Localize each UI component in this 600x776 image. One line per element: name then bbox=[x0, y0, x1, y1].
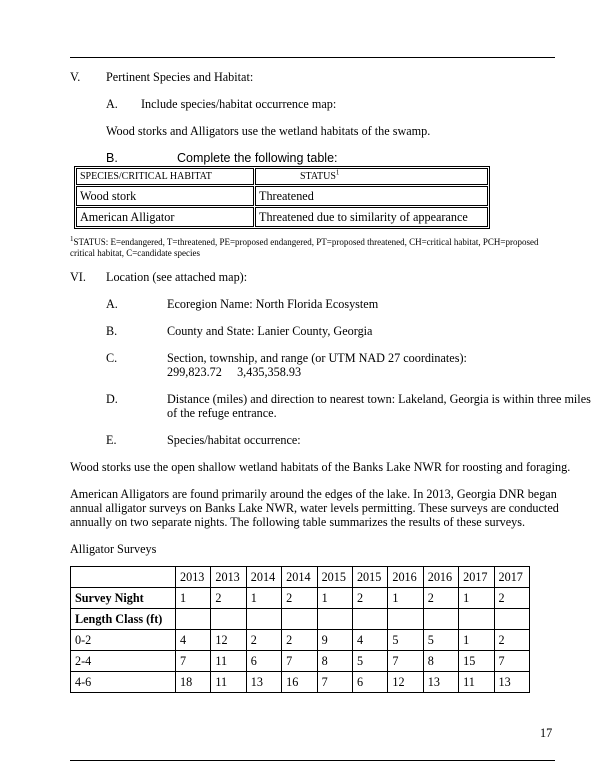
length-class-cell: 4-6 bbox=[71, 672, 176, 693]
year-cell: 2014 bbox=[282, 567, 317, 588]
year-cell: 2014 bbox=[246, 567, 281, 588]
night-cell: 2 bbox=[211, 588, 246, 609]
survey-night-row bbox=[71, 588, 530, 609]
table-row bbox=[71, 672, 530, 693]
location-e-letter: E. bbox=[106, 433, 117, 447]
count-cell: 11 bbox=[459, 672, 494, 693]
location-a-letter: A. bbox=[106, 297, 118, 311]
year-cell: 2016 bbox=[388, 567, 423, 588]
status-cell: Threatened due to similarity of appearance bbox=[255, 207, 488, 227]
footer-rule bbox=[70, 760, 555, 761]
species-cell: Wood stork bbox=[76, 186, 254, 206]
count-cell: 2 bbox=[246, 630, 281, 651]
year-cell: 2015 bbox=[317, 567, 352, 588]
count-cell: 18 bbox=[176, 672, 211, 693]
item-a-letter: A. bbox=[106, 97, 118, 111]
location-d-letter: D. bbox=[106, 392, 118, 406]
year-cell: 2013 bbox=[176, 567, 211, 588]
night-cell: 1 bbox=[388, 588, 423, 609]
night-cell: 1 bbox=[317, 588, 352, 609]
alligator-survey-table bbox=[70, 566, 530, 693]
count-cell: 13 bbox=[246, 672, 281, 693]
location-c-letter: C. bbox=[106, 351, 118, 365]
location-d-text: Distance (miles) and direction to nearest town: Lakeland, Georgia is within three miles bbox=[167, 392, 591, 406]
item-b-text: Complete the following table: bbox=[177, 151, 338, 165]
count-cell: 2 bbox=[282, 630, 317, 651]
count-cell: 13 bbox=[494, 672, 529, 693]
count-cell: 8 bbox=[317, 651, 352, 672]
table-row bbox=[71, 651, 530, 672]
count-cell: 8 bbox=[423, 651, 458, 672]
section-v-title: Pertinent Species and Habitat: bbox=[106, 70, 254, 84]
location-a-text: Ecoregion Name: North Florida Ecosystem bbox=[167, 297, 379, 311]
year-cell: 2015 bbox=[352, 567, 387, 588]
section-vi-number: VI. bbox=[70, 270, 86, 284]
count-cell: 4 bbox=[176, 630, 211, 651]
count-cell: 7 bbox=[317, 672, 352, 693]
table-row bbox=[76, 207, 488, 227]
night-cell: 1 bbox=[176, 588, 211, 609]
count-cell: 12 bbox=[211, 630, 246, 651]
header-status: STATUS$^1$ bbox=[255, 168, 488, 185]
night-cell: 2 bbox=[282, 588, 317, 609]
location-e-text: Species/habitat occurrence: bbox=[167, 433, 301, 447]
table-row bbox=[71, 630, 530, 651]
survey-caption: Alligator Surveys bbox=[70, 542, 157, 556]
header-rule bbox=[70, 57, 555, 58]
count-cell: 4 bbox=[352, 630, 387, 651]
count-cell: 7 bbox=[494, 651, 529, 672]
page-number: 17 bbox=[540, 726, 553, 740]
count-cell: 6 bbox=[352, 672, 387, 693]
section-v-number: V. bbox=[70, 70, 81, 84]
count-cell: 16 bbox=[282, 672, 317, 693]
table-row bbox=[76, 186, 488, 206]
year-cell: 2017 bbox=[459, 567, 494, 588]
status-cell: Threatened bbox=[255, 186, 488, 206]
location-c-text: Section, township, and range (or UTM NAD 27 coordinates): bbox=[167, 351, 467, 365]
year-cell: 2013 bbox=[211, 567, 246, 588]
year-cell: 2016 bbox=[423, 567, 458, 588]
year-cell: 2017 bbox=[494, 567, 529, 588]
count-cell: 13 bbox=[423, 672, 458, 693]
count-cell: 6 bbox=[246, 651, 281, 672]
species-habitat-table bbox=[74, 166, 490, 229]
count-cell: 5 bbox=[388, 630, 423, 651]
item-a-text: Include species/habitat occurrence map: bbox=[141, 97, 337, 111]
table-header-row bbox=[76, 168, 488, 185]
alligator-paragraph: American Alligators are found primarily around the edges of the lake. In 2013, Georgia DNR began annual alligator surveys on Banks Lake NWR, water levels permitting. These surveys are conducted annually on two separate nights. The following table summarizes the results of these surveys. bbox=[70, 487, 559, 529]
status-footnote: $^1$STATUS: E=endangered, T=threatened, PE=proposed endangered, PT=proposed threatened, CH=critical habitat, PCH=proposed critical habitat, C=candidate species bbox=[70, 235, 539, 258]
count-cell: 7 bbox=[388, 651, 423, 672]
section-vi-title: Location (see attached map): bbox=[106, 270, 248, 284]
species-cell: American Alligator bbox=[76, 207, 254, 227]
length-class-cell: 0-2 bbox=[71, 630, 176, 651]
count-cell: 12 bbox=[388, 672, 423, 693]
count-cell: 7 bbox=[282, 651, 317, 672]
count-cell: 9 bbox=[317, 630, 352, 651]
night-cell: 1 bbox=[459, 588, 494, 609]
count-cell: 2 bbox=[494, 630, 529, 651]
length-class-cell: 2-4 bbox=[71, 651, 176, 672]
count-cell: 11 bbox=[211, 672, 246, 693]
night-cell: 2 bbox=[423, 588, 458, 609]
empty-header-cell bbox=[71, 567, 176, 588]
occurrence-text: Wood storks and Alligators use the wetland habitats of the swamp. bbox=[106, 124, 431, 138]
count-cell: 15 bbox=[459, 651, 494, 672]
location-b-text: County and State: Lanier County, Georgia bbox=[167, 324, 373, 338]
location-d-text-cont: of the refuge entrance. bbox=[167, 406, 277, 420]
night-cell: 2 bbox=[352, 588, 387, 609]
item-b-letter: B. bbox=[106, 151, 118, 165]
count-cell: 7 bbox=[176, 651, 211, 672]
night-cell: 1 bbox=[246, 588, 281, 609]
year-row bbox=[71, 567, 530, 588]
header-species: SPECIES/CRITICAL HABITAT bbox=[76, 168, 254, 185]
count-cell: 5 bbox=[352, 651, 387, 672]
length-class-row bbox=[71, 609, 530, 630]
location-c-coordinates: 299,823.72 3,435,358.93 bbox=[167, 365, 302, 379]
night-cell: 2 bbox=[494, 588, 529, 609]
survey-night-label: Survey Night bbox=[71, 588, 176, 609]
location-b-letter: B. bbox=[106, 324, 118, 338]
count-cell: 1 bbox=[459, 630, 494, 651]
length-class-label: Length Class (ft) bbox=[71, 609, 176, 630]
count-cell: 5 bbox=[423, 630, 458, 651]
wood-stork-paragraph: Wood storks use the open shallow wetland habitats of the Banks Lake NWR for roosting and foraging. bbox=[70, 460, 571, 474]
count-cell: 11 bbox=[211, 651, 246, 672]
